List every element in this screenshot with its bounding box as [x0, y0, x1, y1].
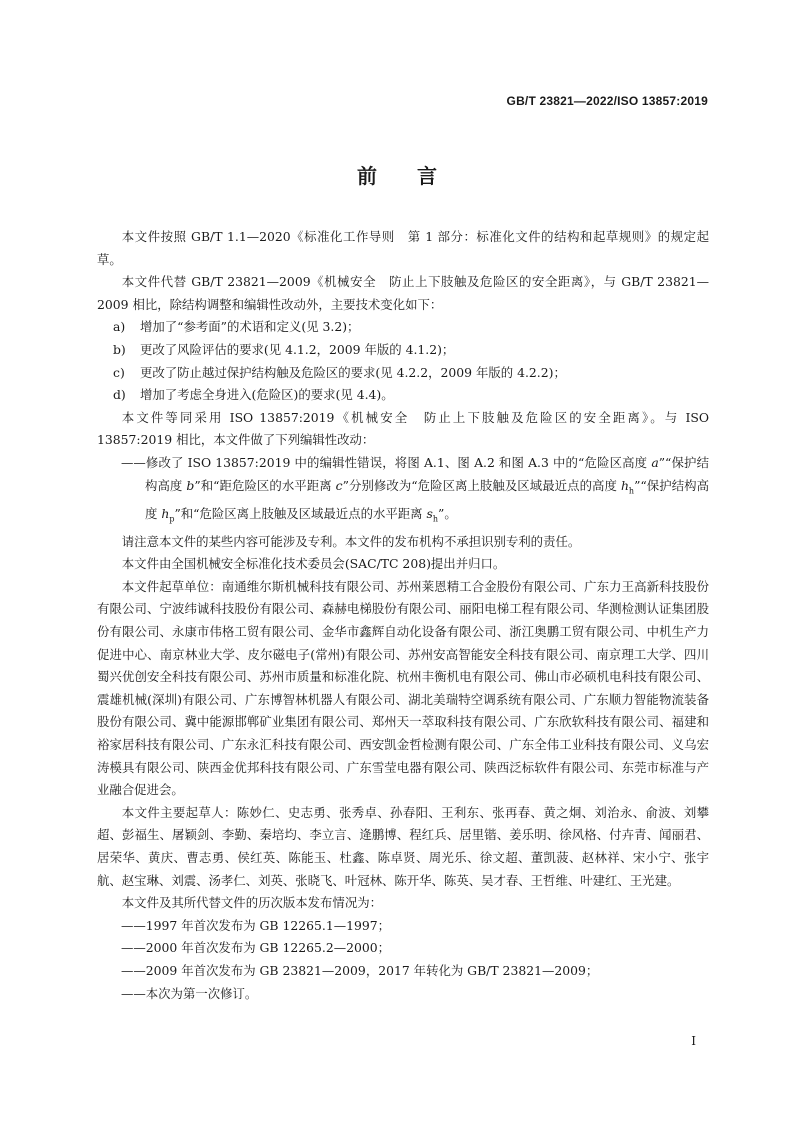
list-item: [97, 316, 709, 339]
history-item: ——2009 年首次发布为 GB 23821—2009，2017 年转化为 GB/T 23821—2009；: [121, 962, 599, 978]
dash-marker: ——: [121, 454, 146, 470]
variable-b: b: [186, 477, 195, 493]
list-item: [97, 339, 709, 362]
history-item: ——本次为第一次修订。: [121, 985, 258, 1001]
subscript-p: p: [169, 514, 175, 524]
history-item: ——1997 年首次发布为 GB 12265.1—1997；: [121, 917, 391, 933]
list-marker: b): [113, 341, 126, 357]
page-title: [0, 160, 794, 189]
paragraph-patent-notice: 请注意本文件的某些内容可能涉及专利。本文件的发布机构不承担识别专利的责任。: [121, 533, 581, 549]
variable-c: c: [335, 477, 343, 493]
title-char-1: 前: [357, 164, 377, 188]
standard-code-header: GB/T 23821—2022/ISO 13857:2019: [506, 94, 708, 108]
subscript-h: h: [628, 486, 635, 495]
list-item-text: 更改了风险评估的要求(见 4.1.2，2009 年版的 4.1.2)；: [140, 341, 455, 357]
editorial-text: ”和“距危险区的水平距离: [194, 477, 336, 493]
variable-a: a: [651, 454, 659, 470]
list-marker: c): [113, 364, 125, 380]
list-marker: d): [113, 387, 126, 403]
title-char-2: 言: [417, 164, 437, 188]
variable-h: h: [620, 477, 629, 493]
subscript-h: h: [432, 514, 438, 524]
paragraph-drafters: 本文件主要起草人：陈妙仁、史志勇、张秀卓、孙春阳、王利东、张再春、黄之炯、刘治永、俞波、刘攀超、彭福生、屠颖剑、李勤、秦培均、李立言、逄鹏博、程红兵、居里锴、姜乐明、徐风格、付卉青、闻丽君、居荣华、黄庆、曹志勇、侯红英、陈能玉、杜鑫、陈卓贤、周光乐、徐文超、董凯菠、赵林祥、宋小宁、张宇航、赵宝琳、刘震、汤孝仁、刘英、张晓飞、叶冠林、陈开华、陈英、吴才春、王哲维、叶建红、王光建。: [97, 804, 709, 888]
paragraph-drafting-rules: 本文件按照 GB/T 1.1—2020《标准化工作导则 第 1 部分：标准化文件的结构和起草规则》的规定起草。: [97, 229, 709, 267]
editorial-text: ”分别修改为“危险区离上肢触及区域最近点的高度: [342, 477, 621, 493]
history-item: ——2000 年首次发布为 GB 12265.2—2000；: [121, 940, 391, 956]
editorial-text: ”“保护结构高度: [145, 454, 709, 493]
foreword-body: [97, 226, 709, 1005]
list-item-text: 增加了“参考面”的术语和定义(见 3.2)；: [140, 319, 360, 335]
paragraph-identical-adoption: 本文件等同采用 ISO 13857:2019《机械安全 防止上下肢触及危险区的安全距离》。与 ISO 13857:2019 相比，本文件做了下列编辑性改动：: [97, 409, 709, 448]
page-number: I: [691, 1034, 696, 1048]
paragraph-proposer: 本文件由全国机械安全标准化技术委员会(SAC/TC 208)提出并归口。: [121, 556, 506, 572]
list-item-text: 增加了考虑全身进入(危险区)的要求(见 4.4)。: [140, 387, 394, 403]
list-item: [97, 362, 709, 385]
editorial-text: ”。: [438, 505, 457, 521]
list-marker: a): [113, 319, 126, 335]
paragraph-history-intro: 本文件及其所代替文件的历次版本发布情况为：: [121, 895, 382, 911]
list-item: [97, 384, 709, 407]
list-item-text: 更改了防止越过保护结构触及危险区的要求(见 4.2.2，2009 年版的 4.2.2)；: [140, 364, 566, 380]
variable-s: s: [426, 505, 433, 521]
editorial-text: 修改了 ISO 13857:2019 中的编辑性错误，将图 A.1、图 A.2 和图 A.3 中的“危险区高度: [145, 454, 652, 470]
paragraph-replaces: 本文件代替 GB/T 23821—2009《机械安全 防止上下肢触及危险区的安全距离》，与 GB/T 23821—2009 相比，除结构调整和编辑性改动外，主要技术变化如下：: [97, 274, 709, 312]
variable-h: h: [161, 505, 170, 521]
editorial-text: ”和“危险区离上肢触及区域最近点的水平距离: [174, 505, 427, 521]
editorial-text: ”“保护结构高度: [145, 477, 710, 521]
editorial-change-item: [97, 452, 709, 531]
paragraph-drafting-units: 本文件起草单位：南通维尔斯机械科技有限公司、苏州莱恩精工合金股份有限公司、广东力王高新科技股份有限公司、宁波纬诚科技股份有限公司、森赫电梯股份有限公司、丽阳电梯工程有限公司、华测检测认证集团股份有限公司、永康市伟格工贸有限公司、金华市鑫辉自动化设备有限公司、浙江奥鹏工贸有限公司、中机生产力促进中心、南京林业大学、皮尔磁电子(常州)有限公司、苏州安高智能安全科技有限公司、南京理工大学、四川蜀兴优创安全科技有限公司、苏州市质量和标准化院、杭州丰衡机电有限公司、佛山市必硕机电科技有限公司、震雄机械(深圳)有限公司、广东博智林机器人有限公司、湖北美瑞特空调系统有限公司、广东顺力智能物流装备股份有限公司、冀中能源邯郸矿业集团有限公司、郑州天一萃取科技有限公司、广东欣软科技有限公司、福建和裕家居科技有限公司、广东永汇科技有限公司、西安凯金哲检测有限公司、广东全伟工业科技有限公司、义乌宏涛模具有限公司、陕西金优邦科技有限公司、广东雪莹电器有限公司、陕西泛标软件有限公司、东莞市标准与产业融合促进会。: [97, 578, 709, 798]
